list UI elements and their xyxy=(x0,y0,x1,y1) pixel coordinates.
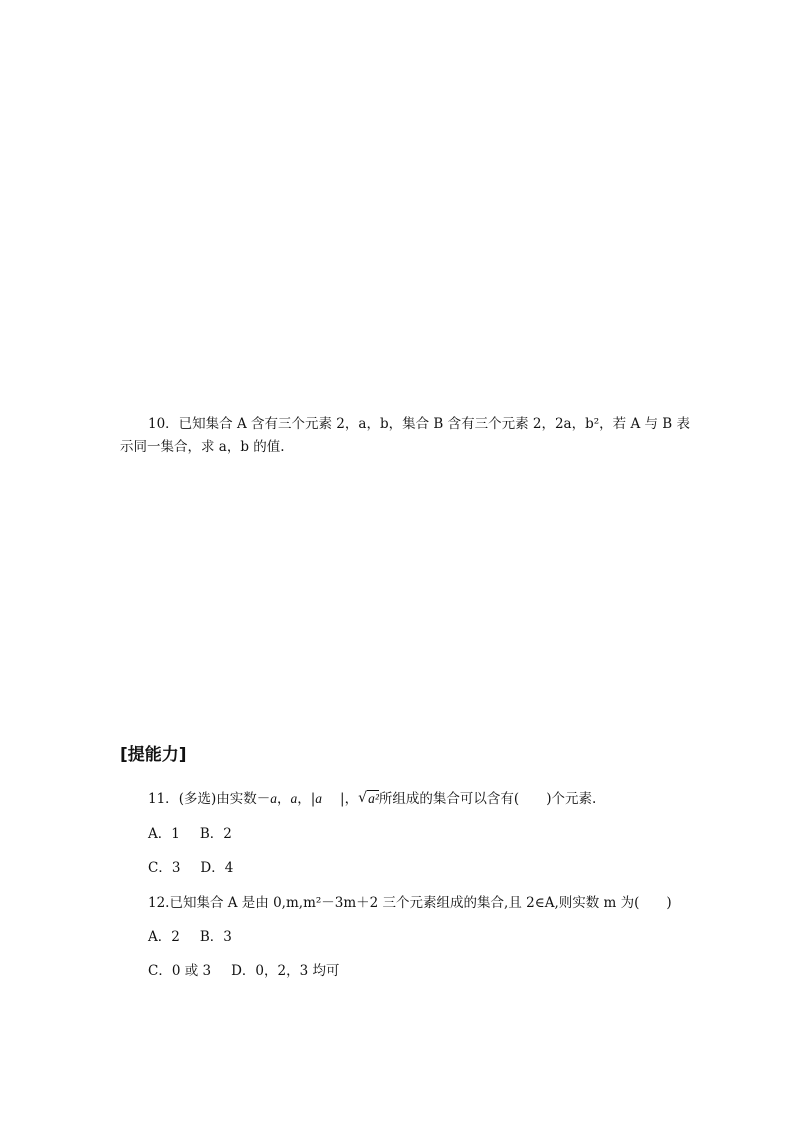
option-b: B．2 xyxy=(199,826,232,842)
sqrt-symbol: √ a² xyxy=(358,790,379,806)
var-a: a xyxy=(290,791,298,806)
option-a: A．2 xyxy=(148,929,180,945)
question-11-options-row-2 xyxy=(148,859,233,877)
question-12-options-row-1 xyxy=(148,928,232,946)
option-c: C．0 或 3 xyxy=(148,963,212,979)
question-11-text-b: 所组成的集合可以含有( )个元素. xyxy=(378,791,597,807)
option-c: C．3 xyxy=(148,860,181,876)
var-a: a xyxy=(315,791,323,806)
question-10-line-2: 示同一集合，求 a，b 的值. xyxy=(120,439,285,455)
sep: ， xyxy=(276,791,291,807)
question-11-number: 11． xyxy=(148,791,179,807)
question-11-text-a: 由实数－ xyxy=(216,791,271,807)
question-10-line-1: 10．已知集合 A 含有三个元素 2，a，b，集合 B 含有三个元素 2，2a，b²，若 A 与 B 表 xyxy=(148,416,690,432)
section-heading: [提能力] xyxy=(120,745,187,765)
option-d: D．0，2，3 均可 xyxy=(231,963,340,979)
question-12-stem: 12.已知集合 A 是由 0,m,m²－3m＋2 三个元素组成的集合,且 2∈A,则实数 m 为( ) xyxy=(148,895,672,911)
abs-bar: |， xyxy=(340,791,359,807)
option-a: A．1 xyxy=(148,826,180,842)
question-11-options-row-1 xyxy=(148,825,232,843)
question-11-stem xyxy=(148,790,596,808)
option-d: D．4 xyxy=(200,860,234,876)
question-11-tag: (多选) xyxy=(178,791,217,807)
sep: ，| xyxy=(297,791,316,807)
option-b: B．3 xyxy=(199,929,232,945)
sqrt-body: a² xyxy=(368,791,379,806)
var-a: a xyxy=(270,791,277,806)
question-12-options-row-2 xyxy=(148,962,339,980)
